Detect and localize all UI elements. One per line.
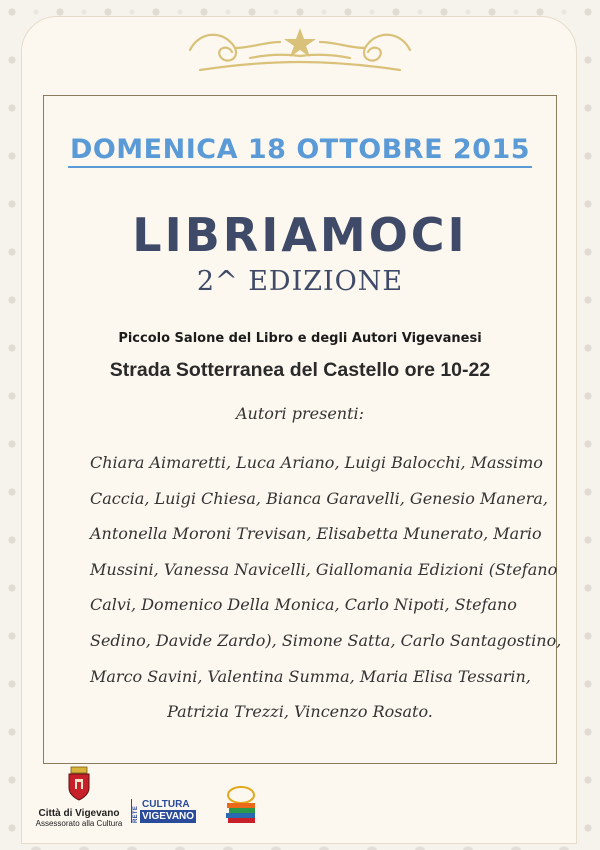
authors-line: Chiara Aimaretti, Luca Ariano, Luigi Balocchi, Massimo [90,453,543,472]
books-stack-icon [221,783,261,827]
authors-line: Caccia, Luigi Chiesa, Bianca Garavelli, Genesio Manera, [90,488,548,508]
authors-line: Mussini, Vanessa Navicelli, Giallomania Edizioni (Stefano [90,559,558,579]
event-date: DOMENICA 18 OTTOBRE 2015 [0,134,600,165]
authors-line: Patrizia Trezzi, Vincenzo Rosato. [167,702,433,722]
event-subtitle: Piccolo Salone del Libro e degli Autori Vigevanesi [118,331,482,346]
star-icon [284,28,316,57]
authors-heading: Autori presenti: [235,404,365,423]
authors-line: Marco Savini, Valentina Summa, Maria Elisa Tessarin, [90,666,531,686]
rete-side-label: RETE [131,799,140,823]
authors-line: Sedino, Davide Zardo), Simone Satta, Carlo Santagostino, [90,630,562,650]
rete-top-label: CULTURA [140,799,196,811]
scroll-ornament-icon [180,20,420,75]
rete-bottom-label: VIGEVANO [142,811,195,822]
city-logo [34,766,124,828]
rete-cultura-logo [131,799,196,823]
event-edition: 2^ EDIZIONE [196,266,404,297]
coat-of-arms-icon [66,766,92,802]
authors-list [90,445,562,730]
authors-line: Antonella Moroni Trevisan, Elisabetta Munerato, Mario [90,524,542,544]
event-venue: Strada Sotterranea del Castello ore 10-22 [109,359,491,381]
city-office: Assessorato alla Cultura [35,819,123,828]
event-title: LIBRIAMOCI [132,208,468,262]
city-name: Città di Vigevano [38,808,120,819]
authors-line: Calvi, Domenico Della Monica, Carlo Nipoti, Stefano [90,595,517,615]
